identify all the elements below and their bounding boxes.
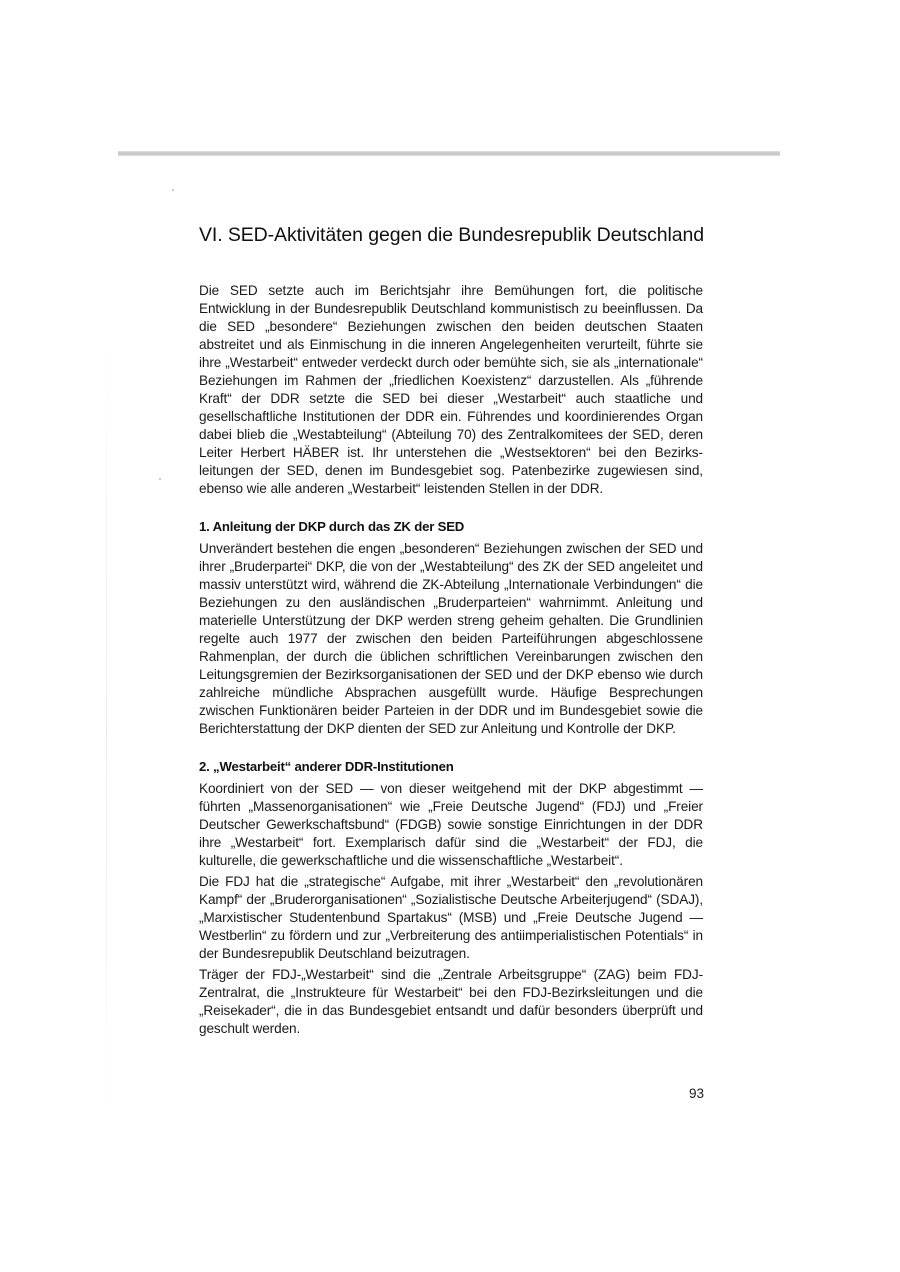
scan-shadow (106, 320, 107, 1140)
section-2-paragraph-2: Die FDJ hat die „strategische“ Aufgabe, mit ihrer „Westarbeit“ den „revolutionären Kampf“ der „Bruderorganisationen“ „Sozialistische Deutsche Arbeiterjugend“ (SDAJ), „Marxistischer Studentenbund Spartakus“ (MSB) und „Freie Deutsche Jugend — Westberlin“ zu fördern und zur „Verbreiterung des antiimperialistischen Potentials“ in der Bundesrepublik Deutschland beizutragen. (199, 874, 703, 961)
header-rule (118, 151, 780, 156)
chapter-title: VI. SED-Aktivitäten gegen die Bundesrepublik Deutschland (199, 224, 704, 246)
page-number: 93 (688, 1086, 704, 1101)
scan-speck (172, 189, 174, 191)
section-2-paragraph-3: Träger der FDJ-„Westarbeit“ sind die „Zentrale Arbeitsgruppe“ (ZAG) beim FDJ-Zentralrat, die „Instrukteure für Westarbeit“ bei den FDJ-Bezirksleitungen und die „Reisekader“, die in das Bundesgebiet entsandt und dafür besonders überprüft und geschult werden. (199, 967, 703, 1036)
intro-paragraph: Die SED setzte auch im Berichtsjahr ihre Bemühungen fort, die politische Entwicklung in der Bundesrepublik Deutschland kommunistisch zu beeinflussen. Da die SED „besondere“ Beziehungen zwischen den beiden deutschen Staaten abstreitet und als Einmischung in die inneren Angelegenheiten verurteilt, führte sie ihre „Westarbeit“ entweder verdeckt durch oder bemühte sich, sie als „internationale“ Beziehungen im Rahmen der „friedlichen Koexistenz“ darzustellen. Als „führende Kraft“ der DDR setzte die SED bei dieser „Westarbeit“ auch staatliche und gesellschaftliche Institutionen der DDR ein. Führendes und koordinierendes Organ dabei blieb die „Westabteilung“ (Abteilung 70) des Zentralkomitees der SED, deren Leiter Herbert HÄBER ist. Ihr unterstehen die „Westsektoren“ bei den Bezirksleitungen der SED, denen im Bundesgebiet sog. Patenbezirke zugewiesen sind, ebenso wie alle anderen „Westarbeit“ leistenden Stellen in der DDR. (199, 283, 703, 496)
section-1-paragraph: Unverändert bestehen die engen „besonderen“ Beziehungen zwischen der SED und ihrer „Bruderpartei“ DKP, die von der „Westabteilung“ des ZK der SED angeleitet und massiv unterstützt wird, während die ZK-Abteilung „Internationale Verbindungen“ die Beziehungen zu den ausländischen „Bruderparteien“ wahrnimmt. Anleitung und materielle Unterstützung der DKP werden streng geheim gehalten. Die Grundlinien regelte auch 1977 der zwischen den beiden Parteiführungen abgeschlossene Rahmenplan, der durch die üblichen schriftlichen Vereinbarungen zwischen den Leitungsgremien der Bezirksorganisationen der SED und der DKP ebenso wie durch zahlreiche mündliche Absprachen ausgefüllt wurde. Häufige Besprechungen zwischen Funktionären beider Parteien in der DDR und im Bundesgebiet sowie die Berichterstattung der DKP dienten der SED zur Anleitung und Kontrolle der DKP. (199, 541, 703, 736)
section-2-paragraph-1: Koordiniert von der SED — von dieser weitgehend mit der DKP abgestimmt — führten „Massenorganisationen“ wie „Freie Deutsche Jugend“ (FDJ) und „Freier Deutscher Gewerkschaftsbund“ (FDGB) sowie sonstige Einrichtungen in der DDR ihre „Westarbeit“ fort. Exemplarisch dafür sind die „Westarbeit“ der FDJ, die kulturelle, die gewerkschaftliche und die wissenschaftliche „Westarbeit“. (199, 781, 703, 868)
scan-speck (159, 478, 161, 480)
page-content (199, 222, 703, 1041)
section-heading-2: 2. „Westarbeit“ anderer DDR-Institutionen (199, 759, 454, 774)
section-heading-1: 1. Anleitung der DKP durch das ZK der SED (199, 519, 465, 534)
